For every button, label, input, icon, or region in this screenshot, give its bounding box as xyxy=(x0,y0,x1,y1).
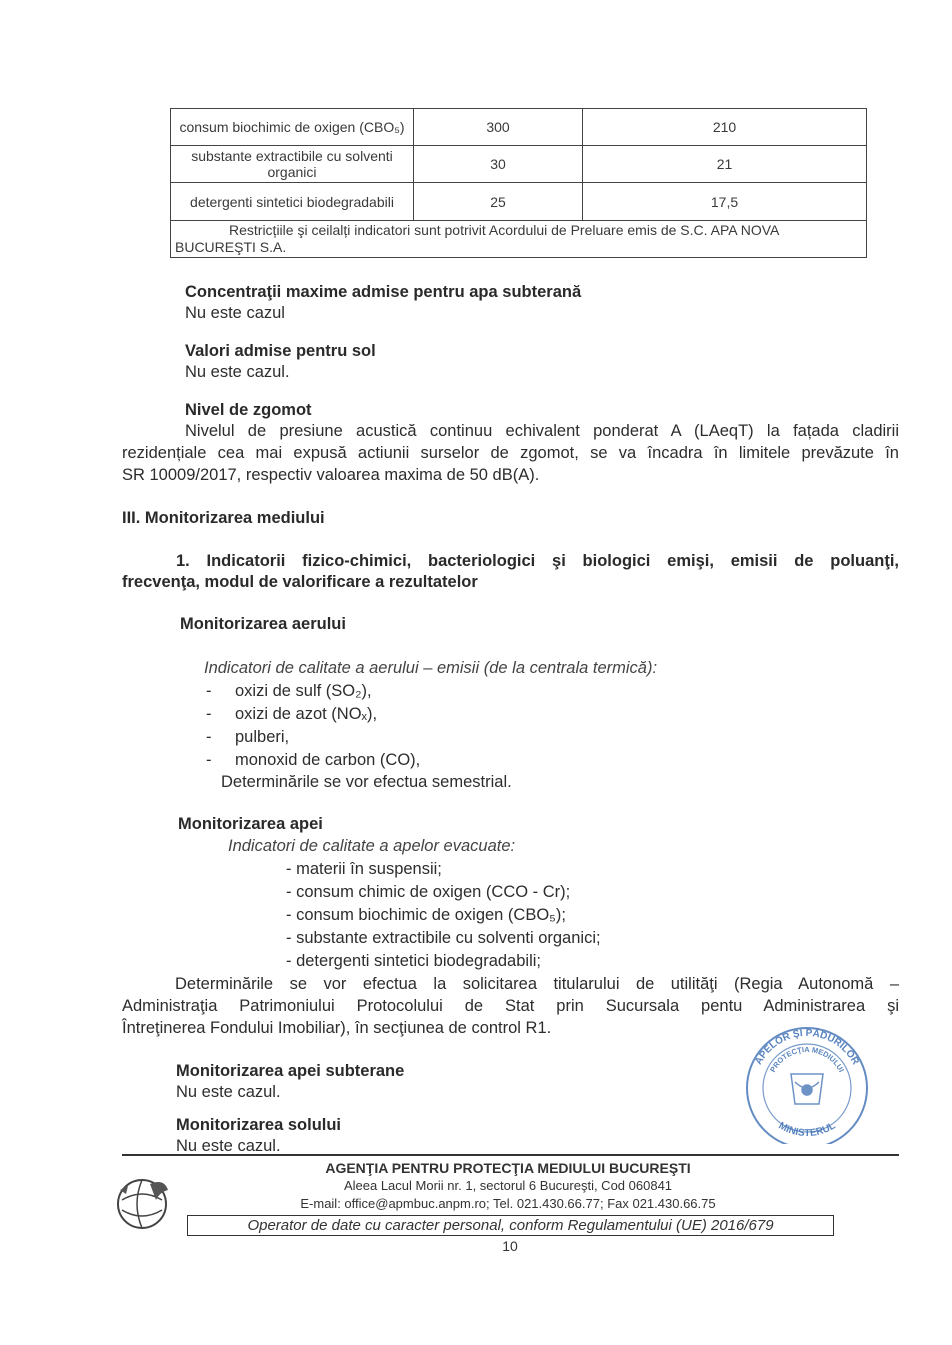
table-cell-indicator: consum biochimic de oxigen (CBO₅) xyxy=(171,109,414,146)
limits-table xyxy=(170,108,867,258)
noise-text-line: SR 10009/2017, respectiv valoarea maxima de 50 dB(A). xyxy=(122,466,540,484)
water-paragraph-line: Întreţinerea Fondului Imobiliar), în secţiunea de control R1. xyxy=(122,1019,552,1037)
list-item: oxizi de sulf (SO₂), xyxy=(235,682,372,700)
footer-agency-name: AGENŢIA PENTRU PROTECŢIA MEDIULUI BUCUREŞTI xyxy=(325,1160,691,1176)
table-note-line: Restricțiile şi ceilalți indicatori sunt potrivit Acordului de Preluare emis de S.C. APA NOVA xyxy=(229,222,780,238)
list-bullet: - xyxy=(206,751,212,769)
table-cell-value: 21 xyxy=(583,146,867,183)
noise-text-line: rezidențiale cea mai expusă actiunii surselor de zgomot, se va încadra în limitele prevăzute în xyxy=(122,444,899,462)
list-bullet: - xyxy=(206,728,212,746)
list-item: - materii în suspensii; xyxy=(286,860,442,878)
noise-heading: Nivel de zgomot xyxy=(185,401,312,419)
air-frequency-text: Determinările se vor efectua semestrial. xyxy=(221,773,512,791)
list-item: pulberi, xyxy=(235,728,290,746)
subsection-heading-line: 1. Indicatorii fizico-chimici, bacteriologici şi biologici emişi, emisii de poluanţi, xyxy=(176,552,899,570)
water-paragraph-line: Administraţia Patrimoniului Protocolului de Stat prin Sucursala pentu Administrarea şi xyxy=(122,997,899,1015)
groundwater-heading: Concentraţii maxime admise pentru apa subterană xyxy=(185,283,582,301)
svg-text:PROTECŢIA MEDIULUI xyxy=(768,1045,846,1074)
table-row xyxy=(171,183,867,221)
section-heading: III. Monitorizarea mediului xyxy=(122,509,325,527)
table-note-row xyxy=(171,221,867,258)
soil-heading: Valori admise pentru sol xyxy=(185,342,376,360)
table-cell-value: 17,5 xyxy=(583,183,867,221)
table-cell-indicator: substante extractibile cu solventi organici xyxy=(171,146,414,183)
table-note xyxy=(171,221,867,258)
operator-notice: Operator de date cu caracter personal, conform Regulamentului (UE) 2016/679 xyxy=(187,1215,834,1236)
table-cell-value: 30 xyxy=(414,146,583,183)
list-item: - consum biochimic de oxigen (CBO₅); xyxy=(286,906,566,924)
water-indicators-intro: Indicatori de calitate a apelor evacuate: xyxy=(228,837,516,855)
page-number: 10 xyxy=(502,1238,518,1254)
soil-monitoring-text: Nu este cazul. xyxy=(176,1137,281,1155)
soil-monitoring-heading: Monitorizarea solului xyxy=(176,1116,342,1134)
official-stamp xyxy=(737,1022,877,1144)
stamp-text-bottom: MINISTERUL xyxy=(776,1120,838,1140)
air-indicators-intro: Indicatori de calitate a aerului – emisii (de la centrala termică): xyxy=(204,659,658,677)
table-row xyxy=(171,146,867,183)
stamp-text-top: APELOR ŞI PĂDURILOR xyxy=(753,1027,861,1067)
list-item: oxizi de azot (NOₓ), xyxy=(235,705,378,723)
svg-text:MINISTERUL xyxy=(777,1120,838,1139)
list-item: - substante extractibile cu solventi organici; xyxy=(286,929,601,947)
list-bullet: - xyxy=(206,682,212,700)
list-item: - consum chimic de oxigen (CCO - Cr); xyxy=(286,883,571,901)
groundwater-monitoring-text: Nu este cazul. xyxy=(176,1083,281,1101)
groundwater-monitoring-heading: Monitorizarea apei subterane xyxy=(176,1062,405,1080)
table-cell-value: 210 xyxy=(583,109,867,146)
list-bullet: - xyxy=(206,705,212,723)
stamp-text-mid: PROTECŢIA MEDIULUI xyxy=(768,1044,846,1074)
subsection-heading-line: frecvenţa, modul de valorificare a rezultatelor xyxy=(122,573,478,591)
soil-text: Nu este cazul. xyxy=(185,363,290,381)
table-cell-indicator: detergenti sintetici biodegradabili xyxy=(171,183,414,221)
groundwater-text: Nu este cazul xyxy=(185,304,285,322)
list-item: monoxid de carbon (CO), xyxy=(235,751,421,769)
air-monitoring-heading: Monitorizarea aerului xyxy=(180,615,346,633)
table-row xyxy=(171,109,867,146)
noise-text-line: Nivelul de presiune acustică continuu echivalent ponderat A (LAeqT) la fațada cladirii xyxy=(185,422,899,440)
water-paragraph-line: Determinările se vor efectua la solicitarea titularului de utilităţi (Regia Autonomă – xyxy=(175,975,899,993)
table-note-line: BUCUREŞTI S.A. xyxy=(175,239,287,255)
table-cell-value: 25 xyxy=(414,183,583,221)
list-item: - detergenti sintetici biodegradabili; xyxy=(286,952,541,970)
water-monitoring-heading: Monitorizarea apei xyxy=(178,815,323,833)
footer-address: Aleea Lacul Morii nr. 1, sectorul 6 Bucureşti, Cod 060841 xyxy=(343,1178,673,1193)
table-cell-value: 300 xyxy=(414,109,583,146)
footer-contact: E-mail: office@apmbuc.anpm.ro; Tel. 021.430.66.77; Fax 021.430.66.75 xyxy=(300,1196,716,1211)
footer-rule xyxy=(122,1154,899,1156)
